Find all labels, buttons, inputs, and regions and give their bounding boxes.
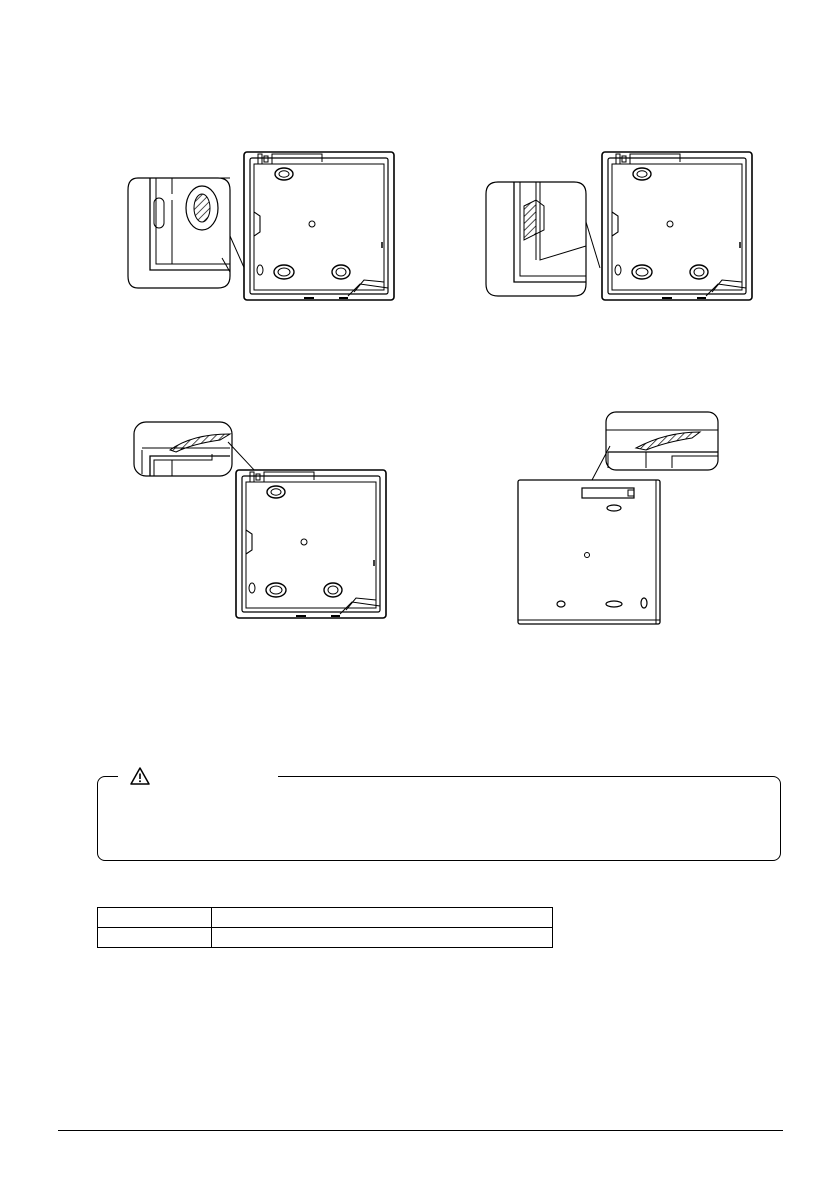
figure-back-cover-top-detail [132,420,392,620]
figure-back-cover-side-detail [484,150,774,300]
table-cell [98,928,212,948]
table-cell [212,908,553,928]
table-cell [98,908,212,928]
figure-front-cover-top-detail [516,410,726,630]
detail-inset [606,412,718,470]
back-cover-drawing [244,152,394,300]
leader-line [586,222,600,268]
detail-inset [486,182,586,296]
detail-inset [134,422,232,476]
detail-inset [128,178,230,288]
caution-box [97,776,781,861]
back-cover-drawing [602,152,752,300]
caution-header [118,766,278,786]
spec-table [97,907,553,948]
table-cell [212,928,553,948]
warning-triangle-icon [130,766,150,786]
table-row [98,908,553,928]
table-row [98,928,553,948]
back-cover-drawing [236,470,386,618]
footer-divider [58,1130,783,1131]
figure-back-cover-hole-detail [126,150,416,300]
front-cover-drawing [518,480,660,624]
